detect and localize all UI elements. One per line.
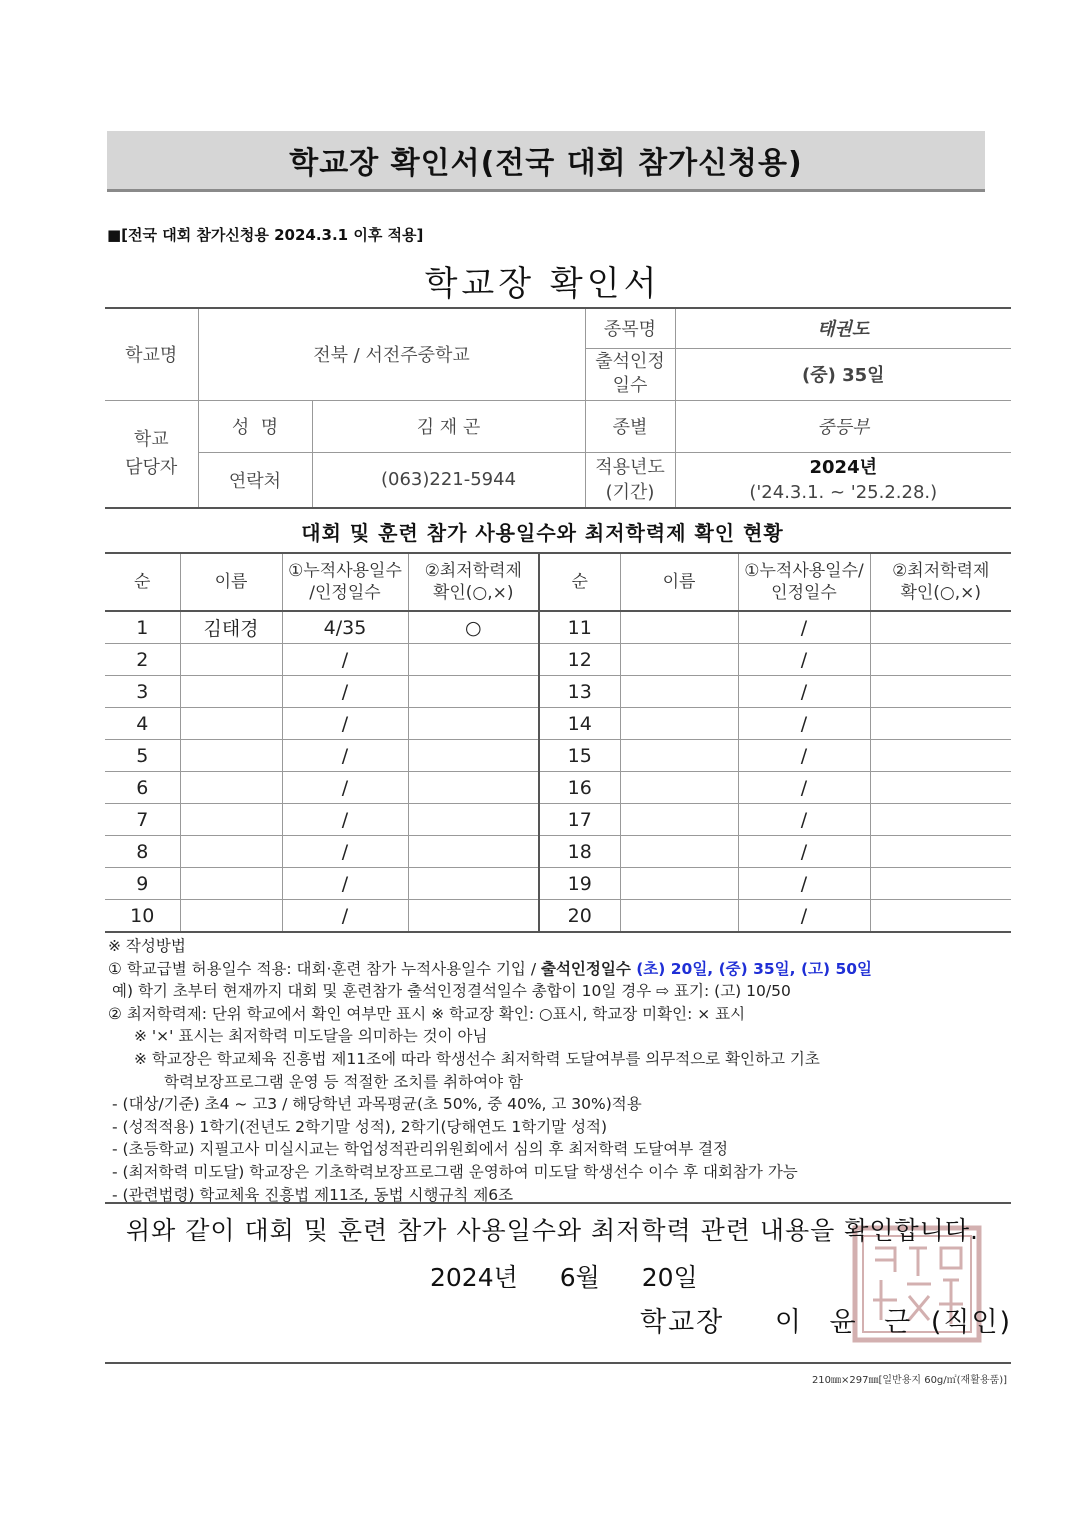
cell-check [870,804,1011,836]
cell-name [620,676,738,708]
header-days-left [282,553,408,611]
cell-days: / [738,611,870,644]
signer-name: 이 윤 근 [774,1307,921,1338]
banner-title: 학교장 확인서(전국 대회 참가신청용) [107,131,985,192]
table-row [105,868,1011,900]
school-info-table [105,307,1011,509]
cell-days: / [738,740,870,772]
paper-spec: 210㎜×297㎜[일반용지 60g/㎡(재활용품)] [811,1375,1007,1386]
cell-days: / [738,676,870,708]
attendance-value: (중) 35일 [675,348,1011,400]
cell-check [870,836,1011,868]
cell-name [180,804,282,836]
applies-note: ■[전국 대회 참가신청용 2024.3.1 이후 적용] [107,226,424,244]
cell-name [620,740,738,772]
school-value: 전북 / 서전주중학교 [198,308,585,400]
cell-name [620,868,738,900]
contact-value: (063)221-5944 [312,452,585,508]
date-day: 20일 [641,1263,698,1292]
table-row [105,804,1011,836]
header-name-left: 이름 [180,553,282,611]
cell-days: / [282,740,408,772]
cell-no: 10 [105,900,180,933]
year-value-cell [675,452,1011,508]
cell-no: 2 [105,644,180,676]
table-row [105,644,1011,676]
cell-check [870,676,1011,708]
division-label: 종별 [585,400,675,452]
note-2-sub-2: ※ 학교장은 학교체육 진흥법 제11조에 따라 학생선수 최저학력 도달여부를 의무적으로 확인하고 기초 [134,1049,820,1068]
header-check-right [870,553,1011,611]
cell-days: / [738,644,870,676]
writing-instructions [108,935,1013,1206]
cell-no: 19 [539,868,620,900]
manager-label-line1: 학교 [133,428,169,450]
cell-name [180,836,282,868]
year-label [585,452,675,508]
cell-no: 14 [539,708,620,740]
cell-no: 16 [539,772,620,804]
year-value: 2024년 [809,456,877,478]
cell-check [408,740,539,772]
cell-days: / [738,836,870,868]
divider [105,1202,1011,1204]
cell-days: / [282,836,408,868]
cell-no: 3 [105,676,180,708]
cell-days: / [738,804,870,836]
cell-check [408,676,539,708]
note-2: ② 최저학력제: 단위 학교에서 확인 여부만 표시 ※ 학교장 확인: ○표시, 학교장 미확인: × 표시 [108,1004,746,1023]
note-detail-2: - (성적적용) 1학기(전년도 2학기말 성적), 2학기(당해연도 1학기말 성적) [112,1117,608,1136]
table-row [105,611,1011,644]
note-1 [108,958,1013,981]
cell-check [870,740,1011,772]
cell-no: 11 [539,611,620,644]
note-1-text: ① 학교급별 허용일수 적용: 대회·훈련 참가 누적사용일수 기입 / [108,959,541,978]
cell-no: 9 [105,868,180,900]
cell-no: 13 [539,676,620,708]
cell-name [180,708,282,740]
cell-name [620,644,738,676]
note-1-example: 예) 학기 초부터 현재까지 대회 및 훈련참가 출석인정결석일수 총합이 10일 경우 ⇨ 표기: (고) 10/50 [112,982,791,1001]
header-check-left-line2: 확인(○,×) [432,583,514,603]
header-days-right-line1: ①누적사용일수/ [744,561,864,581]
cell-days: / [738,708,870,740]
bottom-divider [105,1362,1011,1364]
cell-check [408,900,539,933]
table-row [105,708,1011,740]
cell-check [870,900,1011,933]
cell-days: / [282,644,408,676]
cell-name [620,611,738,644]
year-label-line1: 적용년도 [595,456,665,478]
cell-days: / [738,900,870,933]
note-1-limits: (초) 20일, (중) 35일, (고) 50일 [630,959,873,978]
cell-name [620,836,738,868]
table-row [105,772,1011,804]
cell-no: 8 [105,836,180,868]
cell-no: 20 [539,900,620,933]
header-days-right [738,553,870,611]
roster-body [105,611,1011,932]
seal-text: 서전주중학교장 [913,1340,921,1341]
cell-no: 12 [539,644,620,676]
cell-check [870,708,1011,740]
period-value: ('24.3.1. ~ '25.2.28.) [749,481,938,503]
cell-check [870,644,1011,676]
header-days-right-line2: 인정일수 [771,583,837,603]
cell-no: 18 [539,836,620,868]
cell-no: 15 [539,740,620,772]
contact-label: 연락처 [198,452,312,508]
cell-check [408,868,539,900]
cell-check [408,836,539,868]
cell-check [870,772,1011,804]
event-label: 종목명 [585,308,675,348]
cell-days: / [282,708,408,740]
seal-note: (직인) [930,1307,1013,1338]
signer [640,1300,1012,1339]
cell-check [870,868,1011,900]
cell-check: ○ [408,611,539,644]
note-1-bold: 출석인정일수 [540,959,631,978]
notes-heading: ※ 작성방법 [108,937,186,955]
cell-days: / [282,804,408,836]
cell-no: 6 [105,772,180,804]
name-value: 김 재 곤 [312,400,585,452]
signer-title: 학교장 [640,1307,725,1338]
cell-name [620,804,738,836]
cell-name [620,900,738,933]
cell-days: / [738,772,870,804]
cell-days: 4/35 [282,611,408,644]
header-name-right: 이름 [620,553,738,611]
note-detail-3: - (초등학교) 지필고사 미실시교는 학업성적관리위원회에서 심의 후 최저학력 도달여부 결정 [112,1140,729,1159]
cell-no: 17 [539,804,620,836]
manager-label [105,400,198,508]
table-row [105,740,1011,772]
roster-table [105,552,1011,933]
manager-label-line2: 담당자 [125,456,178,478]
table-row [105,836,1011,868]
attendance-label [585,348,675,400]
date-year: 2024년 [430,1263,518,1292]
cell-name [180,740,282,772]
cell-days: / [282,676,408,708]
cell-days: / [282,900,408,933]
table-row [105,676,1011,708]
cell-name [180,900,282,933]
division-value: 중등부 [675,400,1011,452]
cell-days: / [282,772,408,804]
cell-name: 김태경 [180,611,282,644]
header-no-right: 순 [539,553,620,611]
cell-check [408,644,539,676]
cell-days: / [738,868,870,900]
cell-no: 1 [105,611,180,644]
section-title: 대회 및 훈련 참가 사용일수와 최저학력제 확인 현황 [301,521,784,545]
cell-name [180,772,282,804]
table-row [105,900,1011,933]
cell-no: 7 [105,804,180,836]
header-no-left: 순 [105,553,180,611]
date-month: 6월 [559,1263,600,1292]
header-check-left [408,553,539,611]
event-value: 태권도 [675,308,1011,348]
note-detail-1: - (대상/기준) 초4 ~ 고3 / 해당학년 과목평균(초 50%, 중 40%, 고 30%)적용 [112,1095,642,1114]
cell-no: 5 [105,740,180,772]
cell-check [408,708,539,740]
note-detail-4: - (최저학력 미도달) 학교장은 기초학력보장프로그램 운영하여 미도달 학생선수 이수 후 대회참가 가능 [112,1162,798,1181]
cell-name [620,772,738,804]
cell-check [408,804,539,836]
confirmation-statement: 위와 같이 대회 및 훈련 참가 사용일수와 최저학력 관련 내용을 확인합니다. [126,1216,979,1245]
header-check-left-line1: ②최저학력제 [424,561,522,581]
year-label-line2: (기간) [605,481,655,503]
header-check-right-line1: ②최저학력제 [892,561,990,581]
note-detail-5: - (관련법령) 학교체육 진흥법 제11조, 동법 시행규칙 제6조 [112,1185,514,1204]
cell-no: 4 [105,708,180,740]
confirmation-date [430,1258,698,1294]
note-2-sub-1: ※ '×' 표시는 최저학력 미도달을 의미하는 것이 아님 [134,1027,488,1046]
name-label: 성 명 [198,400,312,452]
document-title: 학교장 확인서 [424,264,661,304]
note-2-sub-2-cont: 학력보장프로그램 운영 등 적절한 조치를 취하여야 함 [164,1072,523,1091]
school-label: 학교명 [105,308,198,400]
cell-name [620,708,738,740]
attendance-label-line2: 일수 [612,375,648,396]
header-days-left-line1: ①누적사용일수 [288,561,402,581]
cell-name [180,644,282,676]
cell-check [408,772,539,804]
cell-name [180,868,282,900]
cell-check [870,611,1011,644]
header-days-left-line2: /인정일수 [309,583,381,603]
header-check-right-line2: 확인(○,×) [900,583,982,603]
cell-name [180,676,282,708]
cell-days: / [282,868,408,900]
attendance-label-line1: 출석인정 [595,351,665,372]
